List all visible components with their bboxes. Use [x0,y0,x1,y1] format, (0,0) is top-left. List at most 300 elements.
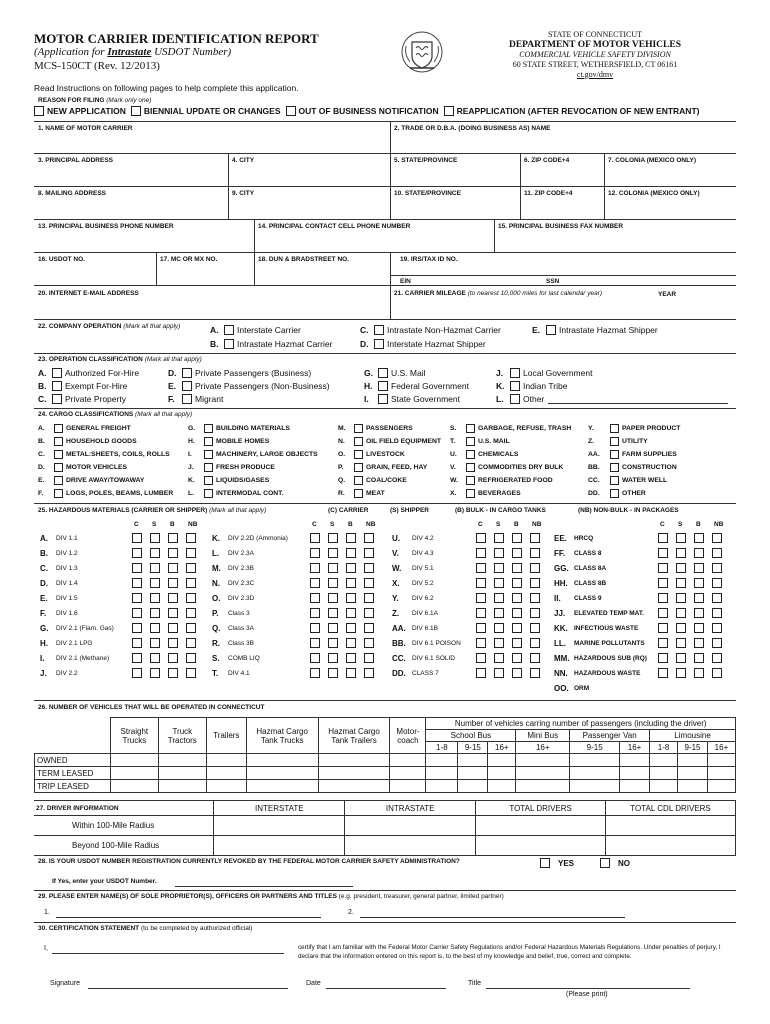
hazmat-kk-b-checkbox[interactable] [694,623,704,633]
agency-block [470,30,720,80]
reason-biennial-checkbox[interactable] [131,106,141,116]
reason-label: REASON FOR FILING (Mark only one) [38,97,152,104]
hazmat-k-b-checkbox[interactable] [346,533,356,543]
signature-line[interactable] [88,988,288,989]
hazmat-j-b-checkbox[interactable] [168,668,178,678]
hazmat-t-nb-checkbox[interactable] [364,668,374,678]
field-city[interactable]: 4. CITY [232,157,255,164]
hazmat-j-c-checkbox[interactable] [132,668,142,678]
hazmat-mm-b-checkbox[interactable] [694,653,704,663]
hazmat-a-nb-checkbox[interactable] [186,533,196,543]
hazmat-w-c-checkbox[interactable] [476,563,486,573]
hazmat-w: W. DIV 5.1 [392,564,434,573]
hazmat-y-nb-checkbox[interactable] [530,593,540,603]
field-mileage[interactable]: 21. CARRIER MILEAGE (to nearest 10,000 miles for last calendar year) [394,290,603,297]
ein-label: EIN [400,278,411,285]
hazmat-s-c-checkbox[interactable] [310,653,320,663]
op-class-c-checkbox[interactable] [52,394,62,404]
q28-yes-checkbox[interactable] [540,858,550,868]
cargo-h-checkbox[interactable] [204,437,213,446]
hazmat-k-nb-checkbox[interactable] [364,533,374,543]
hazmat-q-s-checkbox[interactable] [328,623,338,633]
reason-options: NEW APPLICATION BIENNIAL UPDATE OR CHANGES OUT OF BUSINESS NOTIFICATION REAPPLICATION (AFTER REVOCATION OF NEW ENTRANT) [34,106,704,116]
cargo-cc-checkbox[interactable] [610,476,619,485]
hazmat-a-s-checkbox[interactable] [150,533,160,543]
reason-reapplication-checkbox[interactable] [444,106,454,116]
hazmat-gg-nb-checkbox[interactable] [712,563,722,573]
hazmat-hh: HH. CLASS 8B [554,579,607,588]
hazmat-l-s-checkbox[interactable] [328,548,338,558]
op-class-g-checkbox[interactable] [378,368,388,378]
hazmat-p-b-checkbox[interactable] [346,608,356,618]
field-state[interactable]: 5. STATE/PROVINCE [394,157,458,164]
q30-label: 30. CERTIFICATION STATEMENT (to be completed by authorized official) [38,925,253,932]
hazmat-hh-b-checkbox[interactable] [694,578,704,588]
field-dba-name[interactable]: 2. TRADE OR D.B.A. (DOING BUSINESS AS) NAME [394,125,551,132]
hazmat-s-nb-checkbox[interactable] [364,653,374,663]
hazmat-nn-c-checkbox[interactable] [658,668,668,678]
hazmat-x-nb-checkbox[interactable] [530,578,540,588]
col-total-cdl: TOTAL CDL DRIVERS [606,801,736,816]
hazmat-c-nb-checkbox[interactable] [186,563,196,573]
hazmat-n-b-checkbox[interactable] [346,578,356,588]
col-intrastate: INTRASTATE [345,801,476,816]
hazmat-ee-c-checkbox[interactable] [658,533,668,543]
cargo-g-checkbox[interactable] [204,424,213,433]
hazmat-z-c-checkbox[interactable] [476,608,486,618]
field-cell-phone[interactable]: 14. PRINCIPAL CONTACT CELL PHONE NUMBER [258,223,411,230]
hazmat-kk-nb-checkbox[interactable] [712,623,722,633]
division-name: COMMERCIAL VEHICLE SAFETY DIVISION [519,50,671,59]
hazmat-w-b-checkbox[interactable] [512,563,522,573]
hazmat-d-nb-checkbox[interactable] [186,578,196,588]
hazmat-cc-c-checkbox[interactable] [476,653,486,663]
hazmat-h-c-checkbox[interactable] [132,638,142,648]
hazmat-x-b-checkbox[interactable] [512,578,522,588]
hazmat-r-nb-checkbox[interactable] [364,638,374,648]
hazmat-aa-b-checkbox[interactable] [512,623,522,633]
hazmat-kk-s-checkbox[interactable] [676,623,686,633]
col-interstate: INTERSTATE [214,801,345,816]
col-trailers: Trailers [206,718,246,754]
cargo-w-checkbox[interactable] [466,476,475,485]
op-class-label: 23. OPERATION CLASSIFICATION (Mark all that apply) [38,356,202,363]
hazmat-mm-nb-checkbox[interactable] [712,653,722,663]
op-class-d: D. Private Passengers (Business) [168,368,312,378]
hazmat-aa: AA. DIV 6.1B [392,624,439,633]
hazmat-jj-nb-checkbox[interactable] [712,608,722,618]
hazmat-v-b-checkbox[interactable] [512,548,522,558]
hazmat-g-b-checkbox[interactable] [168,623,178,633]
cargo-q-checkbox[interactable] [354,476,363,485]
op-class-c: C. Private Property [38,394,126,404]
op-class-i-checkbox[interactable] [378,394,388,404]
hazmat-i-nb-checkbox[interactable] [186,653,196,663]
hazmat-u-c-checkbox[interactable] [476,533,486,543]
company-op-b-checkbox[interactable] [224,339,234,349]
hazmat-ii-s-checkbox[interactable] [676,593,686,603]
hazmat-v-s-checkbox[interactable] [494,548,504,558]
hazmat-z-nb-checkbox[interactable] [530,608,540,618]
cargo-k-checkbox[interactable] [204,476,213,485]
cargo-aa-checkbox[interactable] [610,450,619,459]
company-op-d: D. Interstate Hazmat Shipper [360,339,486,349]
hazmat-bb-s-checkbox[interactable] [494,638,504,648]
hazmat-c-s-checkbox[interactable] [150,563,160,573]
hazmat-i-b-checkbox[interactable] [168,653,178,663]
hazmat-gg-b-checkbox[interactable] [694,563,704,573]
hazmat-u-nb-checkbox[interactable] [530,533,540,543]
hazmat-r-s-checkbox[interactable] [328,638,338,648]
hazmat-cc-b-checkbox[interactable] [512,653,522,663]
hazmat-n-c-checkbox[interactable] [310,578,320,588]
hazmat-x-c-checkbox[interactable] [476,578,486,588]
hazmat-p-c-checkbox[interactable] [310,608,320,618]
hazmat-k-s-checkbox[interactable] [328,533,338,543]
hazmat-h-nb-checkbox[interactable] [186,638,196,648]
hazmat-x-s-checkbox[interactable] [494,578,504,588]
form-title: MOTOR CARRIER IDENTIFICATION REPORT [34,31,319,46]
q29-label: 29. PLEASE ENTER NAME(S) OF SOLE PROPRIETOR(S), OFFICERS OR PARTNERS AND TITLES (e.g. president, treasurer, general partner, limited partner) [38,893,504,900]
hazmat-j: J. DIV 2.2 [40,669,78,678]
cargo-u-checkbox[interactable] [466,450,475,459]
cargo-f-checkbox[interactable] [54,489,63,498]
hazmat-o-b-checkbox[interactable] [346,593,356,603]
hazmat-b-c-checkbox[interactable] [132,548,142,558]
hazmat-a-b-checkbox[interactable] [168,533,178,543]
hazmat-s-s-checkbox[interactable] [328,653,338,663]
hazmat-bb-nb-checkbox[interactable] [530,638,540,648]
op-class-h: H. Federal Government [364,381,469,391]
company-op-a-checkbox[interactable] [224,325,234,335]
hazmat-d-c-checkbox[interactable] [132,578,142,588]
hazmat-jj-b-checkbox[interactable] [694,608,704,618]
cargo-e-checkbox[interactable] [54,476,63,485]
drivers-row-beyond: Beyond 100-Mile Radius [34,836,736,856]
hazmat-o-nb-checkbox[interactable] [364,593,374,603]
hazmat-f-b-checkbox[interactable] [168,608,178,618]
op-class-a-checkbox[interactable] [52,368,62,378]
hazmat-t-s-checkbox[interactable] [328,668,338,678]
hazmat-f-c-checkbox[interactable] [132,608,142,618]
cargo-j: J. FRESH PRODUCE [188,464,275,471]
hazmat-kk-c-checkbox[interactable] [658,623,668,633]
op-class-f-checkbox[interactable] [182,394,192,404]
hazmat-gg-c-checkbox[interactable] [658,563,668,573]
hazmat-t-b-checkbox[interactable] [346,668,356,678]
cargo-n-checkbox[interactable] [354,437,363,446]
hazmat-jj-s-checkbox[interactable] [676,608,686,618]
hazmat-u: U. DIV 4.2 [392,534,434,543]
hazmat-ff-nb-checkbox[interactable] [712,548,722,558]
cargo-x: X. BEVERAGES [450,490,521,497]
hazmat-j-s-checkbox[interactable] [150,668,160,678]
q28-no-checkbox[interactable] [600,858,610,868]
cargo-y-checkbox[interactable] [610,424,619,433]
hazmat-e-s-checkbox[interactable] [150,593,160,603]
cargo-b-checkbox[interactable] [54,437,63,446]
hazmat-dd-nb-checkbox[interactable] [530,668,540,678]
hazmat-w-s-checkbox[interactable] [494,563,504,573]
hazmat-w-nb-checkbox[interactable] [530,563,540,573]
cargo-j-checkbox[interactable] [204,463,213,472]
hazmat-p-nb-checkbox[interactable] [364,608,374,618]
cargo-z-checkbox[interactable] [610,437,619,446]
cargo-label: 24. CARGO CLASSIFICATIONS (Mark all that apply) [38,411,193,418]
field-mailing-state[interactable]: 10. STATE/PROVINCE [394,190,461,197]
op-class-l-checkbox[interactable] [510,394,520,404]
hazmat-bb-c-checkbox[interactable] [476,638,486,648]
hazmat-i-s-checkbox[interactable] [150,653,160,663]
cargo-p-checkbox[interactable] [354,463,363,472]
officer-1-line[interactable] [56,917,321,918]
hazmat-q-c-checkbox[interactable] [310,623,320,633]
company-op-d-checkbox[interactable] [374,339,384,349]
hazmat-aa-c-checkbox[interactable] [476,623,486,633]
cargo-q: Q. COAL/COKE [338,477,407,484]
cargo-b: B. HOUSEHOLD GOODS [38,438,137,445]
hazmat-l-b-checkbox[interactable] [346,548,356,558]
hazmat-ii-nb-checkbox[interactable] [712,593,722,603]
field-carrier-name[interactable]: 1. NAME OF MOTOR CARRIER [38,125,133,132]
field-zip[interactable]: 6. ZIP CODE+4 [524,157,570,164]
hazmat-hh-nb-checkbox[interactable] [712,578,722,588]
op-class-b: B. Exempt For-Hire [38,381,128,391]
hazmat-e-b-checkbox[interactable] [168,593,178,603]
op-class-j-checkbox[interactable] [510,368,520,378]
hazmat-ff-c-checkbox[interactable] [658,548,668,558]
hazmat-i-c-checkbox[interactable] [132,653,142,663]
hazmat-h-b-checkbox[interactable] [168,638,178,648]
field-mailing-address[interactable]: 8. MAILING ADDRESS [38,190,107,197]
hazmat-o: O. DIV 2.3D [212,594,255,603]
title-line[interactable] [486,988,690,989]
hazmat-y-s-checkbox[interactable] [494,593,504,603]
hazmat-gg-s-checkbox[interactable] [676,563,686,573]
hazmat-cc-s-checkbox[interactable] [494,653,504,663]
hazmat-y-b-checkbox[interactable] [512,593,522,603]
cargo-o-checkbox[interactable] [354,450,363,459]
op-class-b-checkbox[interactable] [52,381,62,391]
hazmat-y-c-checkbox[interactable] [476,593,486,603]
hazmat-g-c-checkbox[interactable] [132,623,142,633]
hazmat-e-c-checkbox[interactable] [132,593,142,603]
hazmat-dd-c-checkbox[interactable] [476,668,486,678]
hazmat-g-nb-checkbox[interactable] [186,623,196,633]
hazmat-j-nb-checkbox[interactable] [186,668,196,678]
hazmat-ee-s-checkbox[interactable] [676,533,686,543]
cargo-bb-checkbox[interactable] [610,463,619,472]
cargo-bb: BB. CONSTRUCTION [588,464,677,471]
field-mailing-city[interactable]: 9. CITY [232,190,255,197]
reason-out-of-business-checkbox[interactable] [286,106,296,116]
hazmat-z-s-checkbox[interactable] [494,608,504,618]
hazmat-c-c-checkbox[interactable] [132,563,142,573]
agency-address: 60 STATE STREET, WETHERSFIELD, CT 06161 [512,60,678,69]
hazmat-b-s-checkbox[interactable] [150,548,160,558]
field-fax[interactable]: 15. PRINCIPAL BUSINESS FAX NUMBER [498,223,624,230]
op-class-e-checkbox[interactable] [182,381,192,391]
hazmat-nn-s-checkbox[interactable] [676,668,686,678]
field-dun-bradstreet[interactable]: 18. DUN & BRADSTREET NO. [258,256,350,263]
hazmat-b-b-checkbox[interactable] [168,548,178,558]
op-class-k-checkbox[interactable] [510,381,520,391]
certifier-name-line[interactable] [52,953,284,954]
company-op-e-checkbox[interactable] [546,325,556,335]
field-email[interactable]: 20. INTERNET E-MAIL ADDRESS [38,290,139,297]
hazmat-bulk-key: (B) BULK - IN CARGO TANKS [455,507,546,514]
cargo-r: R. MEAT [338,490,385,497]
field-usdot[interactable]: 16. USDOT NO. [38,256,85,263]
field-mailing-colonia[interactable]: 12. COLONIA (MEXICO ONLY) [608,190,700,197]
hazmat-ff-b-checkbox[interactable] [694,548,704,558]
cargo-v-checkbox[interactable] [466,463,475,472]
hazmat-d-b-checkbox[interactable] [168,578,178,588]
hazmat-col-header: C [312,521,317,528]
hazmat-r-c-checkbox[interactable] [310,638,320,648]
hazmat-ff-s-checkbox[interactable] [676,548,686,558]
field-business-phone[interactable]: 13. PRINCIPAL BUSINESS PHONE NUMBER [38,223,174,230]
date-line[interactable] [326,988,446,989]
hazmat-ll-b-checkbox[interactable] [694,638,704,648]
hazmat-mm: MM. HAZARDOUS SUB (RQ) [554,654,647,663]
field-principal-address[interactable]: 3. PRINCIPAL ADDRESS [38,157,114,164]
hazmat-col-header: NB [532,521,542,528]
hazmat-r-b-checkbox[interactable] [346,638,356,648]
hazmat-u-s-checkbox[interactable] [494,533,504,543]
hazmat-n-s-checkbox[interactable] [328,578,338,588]
op-class-d-checkbox[interactable] [182,368,192,378]
field-mailing-zip[interactable]: 11. ZIP CODE+4 [524,190,573,197]
hazmat-bb-b-checkbox[interactable] [512,638,522,648]
hazmat-hh-c-checkbox[interactable] [658,578,668,588]
cargo-a-checkbox[interactable] [54,424,63,433]
hazmat-f-nb-checkbox[interactable] [186,608,196,618]
hazmat-ee-b-checkbox[interactable] [694,533,704,543]
hazmat-g-s-checkbox[interactable] [150,623,160,633]
hazmat-m-nb-checkbox[interactable] [364,563,374,573]
hazmat-m-b-checkbox[interactable] [346,563,356,573]
hazmat-bb: BB. DIV 6.1 POISON [392,639,461,648]
cargo-dd-checkbox[interactable] [610,489,619,498]
hazmat-d-s-checkbox[interactable] [150,578,160,588]
company-op-c-checkbox[interactable] [374,325,384,335]
hazmat-col-header: S [496,521,501,528]
hazmat-dd-b-checkbox[interactable] [512,668,522,678]
hazmat-col-header: NB [714,521,724,528]
hazmat-b-nb-checkbox[interactable] [186,548,196,558]
hazmat-f: F. DIV 1.6 [40,609,78,618]
hazmat-p-s-checkbox[interactable] [328,608,338,618]
year-label: YEAR [658,291,677,298]
hazmat-q: Q. Class 3A [212,624,255,633]
vehicles-row-trip-leased: TRIP LEASED [35,780,736,793]
hazmat-m-s-checkbox[interactable] [328,563,338,573]
hazmat-v-nb-checkbox[interactable] [530,548,540,558]
instructions-text: Read Instructions on following pages to help complete this application. [34,83,299,93]
hazmat-l-nb-checkbox[interactable] [364,548,374,558]
hazmat-mm-s-checkbox[interactable] [676,653,686,663]
hazmat-ff: FF. CLASS 8 [554,549,602,558]
hazmat-col-header: NB [188,521,198,528]
hazmat-label: 25. HAZARDOUS MATERIALS (CARRIER OR SHIPPER) (Mark all that apply) [38,507,267,514]
cargo-m: M. PASSENGERS [338,425,413,432]
hazmat-ll-c-checkbox[interactable] [658,638,668,648]
hazmat-l: L. DIV 2.3A [212,549,255,558]
hazmat-f-s-checkbox[interactable] [150,608,160,618]
cargo-x-checkbox[interactable] [466,489,475,498]
hazmat-dd-s-checkbox[interactable] [494,668,504,678]
hazmat-l-c-checkbox[interactable] [310,548,320,558]
cargo-d-checkbox[interactable] [54,463,63,472]
hazmat-q-b-checkbox[interactable] [346,623,356,633]
hazmat-n-nb-checkbox[interactable] [364,578,374,588]
officer-2-line[interactable] [360,917,625,918]
hazmat-q-nb-checkbox[interactable] [364,623,374,633]
hazmat-o-c-checkbox[interactable] [310,593,320,603]
hazmat-u-b-checkbox[interactable] [512,533,522,543]
field-colonia[interactable]: 7. COLONIA (MEXICO ONLY) [608,157,696,164]
reason-new-checkbox[interactable] [34,106,44,116]
hazmat-t-c-checkbox[interactable] [310,668,320,678]
field-mc-mx[interactable]: 17. MC OR MX NO. [160,256,218,263]
hazmat-z-b-checkbox[interactable] [512,608,522,618]
state-seal-icon [400,30,444,74]
cargo-c-checkbox[interactable] [54,450,63,459]
cargo-m-checkbox[interactable] [354,424,363,433]
hazmat-h-s-checkbox[interactable] [150,638,160,648]
cargo-i-checkbox[interactable] [204,450,213,459]
hazmat-ll-s-checkbox[interactable] [676,638,686,648]
cargo-r-checkbox[interactable] [354,489,363,498]
hazmat-hh-s-checkbox[interactable] [676,578,686,588]
cargo-l-checkbox[interactable] [204,489,213,498]
hazmat-c-b-checkbox[interactable] [168,563,178,573]
hazmat-ii-c-checkbox[interactable] [658,593,668,603]
hazmat-ll-nb-checkbox[interactable] [712,638,722,648]
hazmat-ee-nb-checkbox[interactable] [712,533,722,543]
hazmat-b: B. DIV 1.2 [40,549,78,558]
hazmat-aa-s-checkbox[interactable] [494,623,504,633]
col-total-drivers: TOTAL DRIVERS [476,801,606,816]
cargo-s-checkbox[interactable] [466,424,475,433]
op-class-h-checkbox[interactable] [378,381,388,391]
hazmat-jj-c-checkbox[interactable] [658,608,668,618]
hazmat-nn-b-checkbox[interactable] [694,668,704,678]
company-op-a: A. Interstate Carrier [210,325,301,335]
hazmat-s-b-checkbox[interactable] [346,653,356,663]
hazmat-e-nb-checkbox[interactable] [186,593,196,603]
hazmat-a-c-checkbox[interactable] [132,533,142,543]
hazmat-v-c-checkbox[interactable] [476,548,486,558]
hazmat-o-s-checkbox[interactable] [328,593,338,603]
usdot-number-line[interactable] [175,886,353,887]
hazmat-ii-b-checkbox[interactable] [694,593,704,603]
hazmat-aa-nb-checkbox[interactable] [530,623,540,633]
hazmat-m-c-checkbox[interactable] [310,563,320,573]
company-operation-label: 22. COMPANY OPERATION (Mark all that apply) [38,323,181,330]
field-tax-id[interactable]: 19. IRS/TAX ID NO. [400,256,458,263]
hazmat-gg: GG. CLASS 8A [554,564,607,573]
hazmat-ee: EE. HRCQ [554,534,594,543]
hazmat-k-c-checkbox[interactable] [310,533,320,543]
cargo-g: G. BUILDING MATERIALS [188,425,290,432]
hazmat-cc-nb-checkbox[interactable] [530,653,540,663]
hazmat-mm-c-checkbox[interactable] [658,653,668,663]
cargo-t-checkbox[interactable] [466,437,475,446]
hazmat-kk: KK. INFECTIOUS WASTE [554,624,639,633]
hazmat-nn-nb-checkbox[interactable] [712,668,722,678]
